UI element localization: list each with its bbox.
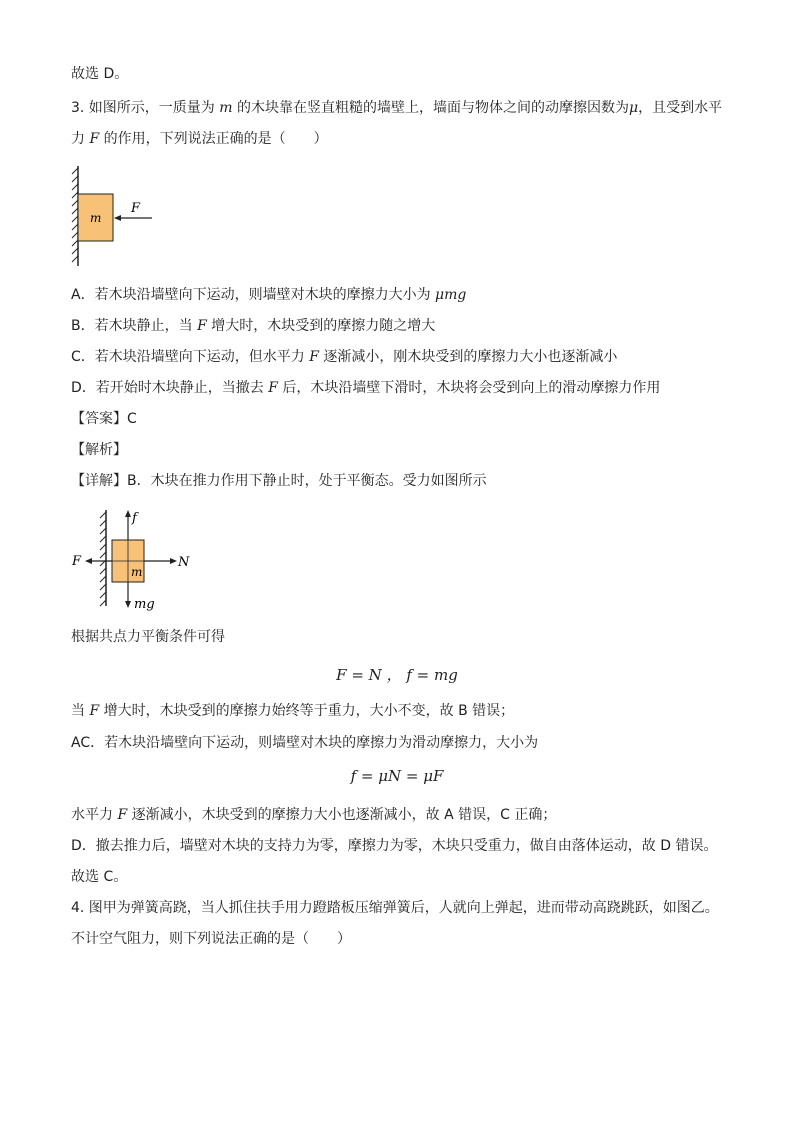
detail-line: 【详解】B．木块在推力作用下静止时，处于平衡态。受力如图所示	[71, 473, 487, 489]
answer-line: 【答案】C	[71, 411, 137, 427]
q3-figure-block-wall	[66, 162, 166, 272]
explanation-b: 当 F 增大时，木块受到的摩擦力始终等于重力，大小不变，故 B 错误；	[71, 703, 515, 719]
q3-stem-line1: 3. 如图所示，一质量为 m 的木块靠在竖直粗糙的墙壁上，墙面与物体之间的动摩擦因数为μ，且受到水平	[71, 100, 723, 116]
force-arrowhead	[114, 215, 121, 221]
equation-intro: 根据共点力平衡条件可得	[71, 629, 225, 645]
label-mg: mg	[134, 597, 155, 612]
label-F: F	[72, 554, 82, 569]
q3-stem-line2: 力 F 的作用，下列说法正确的是（ ）	[71, 131, 328, 147]
label-m: m	[131, 565, 143, 579]
explanation-d: D．撤去推力后，墙壁对木块的支持力为零，摩擦力为零，木块只受重力，做自由落体运动，故 D 错误。	[71, 838, 718, 854]
option-b: B．若木块静止，当 F 增大时，木块受到的摩擦力随之增大	[71, 318, 436, 334]
option-c: C．若木块沿墙壁向下运动，但水平力 F 逐渐减小，刚木块受到的摩擦力大小也逐渐减小	[71, 349, 618, 365]
q2-conclusion: 故选 D。	[71, 66, 129, 82]
analysis-tag: 【解析】	[71, 442, 127, 458]
gravity-arrowhead	[125, 601, 131, 608]
q3-figure-force-diagram	[68, 504, 198, 618]
explanation-ac: AC．若木块沿墙壁向下运动，则墙壁对木块的摩擦力为滑动摩擦力，大小为	[71, 735, 539, 751]
block-label-m: m	[90, 211, 102, 225]
equation-2: f = μN = μF	[350, 767, 444, 785]
q4-stem-line1: 4. 图甲为弹簧高跷，当人抓住扶手用力蹬踏板压缩弹簧后，人就向上弹起，进而带动高跷跳跃，如图乙。	[71, 900, 719, 916]
q4-stem-line2: 不计空气阻力，则下列说法正确的是（ ）	[71, 931, 351, 947]
label-N: N	[178, 555, 190, 570]
option-d: D．若开始时木块静止，当撤去 F 后，木块沿墙壁下滑时，木块将会受到向上的滑动摩擦力作用	[71, 380, 661, 396]
normal-arrowhead	[170, 558, 177, 564]
push-arrowhead	[85, 558, 92, 564]
option-a: A．若木块沿墙壁向下运动，则墙壁对木块的摩擦力大小为 μmg	[71, 287, 467, 303]
force-label-F: F	[131, 201, 141, 216]
equation-1: F = N ， f = mg	[336, 666, 458, 684]
friction-arrowhead	[125, 510, 131, 517]
q3-conclusion: 故选 C。	[71, 869, 128, 885]
label-f: f	[132, 511, 137, 526]
explanation-ac-2: 水平力 F 逐渐减小，木块受到的摩擦力大小也逐渐减小，故 A 错误，C 正确；	[71, 807, 557, 823]
